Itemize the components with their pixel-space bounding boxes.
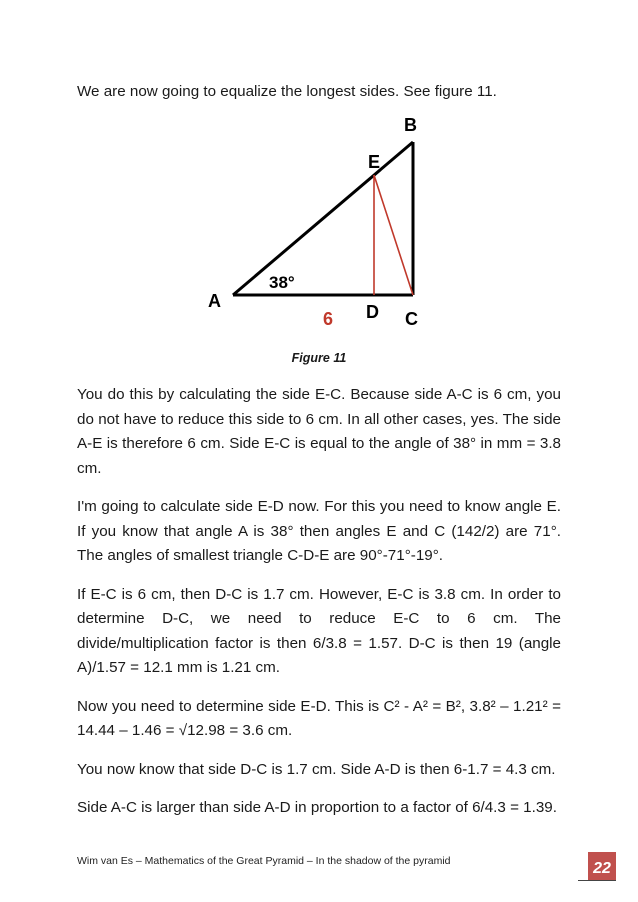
line-e-c [374,175,413,295]
page-number-badge [588,852,616,880]
paragraph: If E-C is 6 cm, then D-C is 1.7 cm. However, E-C is 3.8 cm. In order to determine D-C, we need to reduce E-C to 6 cm. The divide/multiplication factor is then 6/3.8 = 1.57. D-C is then 19 (angle A)/1.57 = 12.1 mm is 1.21 cm. [77,585,561,676]
paragraph: You now know that side D-C is 1.7 cm. Side A-D is then 6-1.7 = 4.3 cm. [77,760,556,778]
label-e: E [368,152,381,172]
angle-label: 38° [269,273,295,292]
paragraph: Now you need to determine side E-D. This is C² - A² = B², 3.8² – 1.21² = 14.44 – 1.46 = √12.98 = 3.6 cm. [77,697,561,739]
figure-11-diagram [0,108,638,338]
intro-paragraph: We are now going to equalize the longest sides. See figure 11. [77,83,497,100]
footer-text: Wim van Es – Mathematics of the Great Pyramid – In the shadow of the pyramid [77,855,451,867]
paragraph: You do this by calculating the side E-C. Because side A-C is 6 cm, you do not have to reduce this side to 6 cm. In all other cases, yes. The side A-E is therefore 6 cm. Side E-C is equal to the angle of 38° in mm = 3.8 cm. [77,386,561,477]
label-b: B [404,115,417,135]
label-a: A [208,291,221,311]
paragraph: Side A-C is larger than side A-D in proportion to a factor of 6/4.3 = 1.39. [77,799,557,816]
length-label: 6 [323,309,334,329]
body-text [77,383,561,835]
footer-divider [578,880,616,881]
paragraph: I'm going to calculate side E-D now. For this you need to know angle E. If you know that angle A is 38° then angles E and C (142/2) are 71°. The angles of smallest triangle C-D-E are 90°-71°-19°. [77,498,561,564]
side-a-b [233,142,413,295]
label-d: D [366,302,379,322]
page-number: 22 [593,860,611,877]
label-c: C [405,309,418,329]
figure-caption: Figure 11 [291,351,347,365]
